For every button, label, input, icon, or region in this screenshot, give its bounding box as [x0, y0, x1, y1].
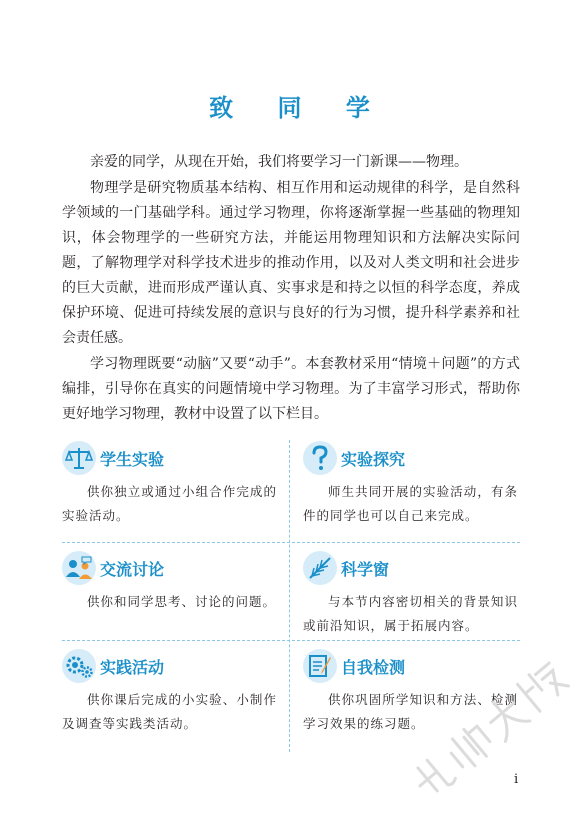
balance-scale-icon — [62, 441, 96, 475]
horizontal-divider — [62, 640, 520, 641]
column-title: 自我检测 — [341, 657, 406, 677]
column-practice-activity — [62, 648, 277, 736]
column-inquiry-experiment — [303, 440, 518, 528]
horizontal-divider — [62, 542, 520, 543]
column-self-check — [303, 648, 518, 736]
column-description: 供你巩固所学知识和方法、检测学习效果的练习题。 — [303, 692, 518, 731]
column-title: 交流讨论 — [100, 559, 165, 579]
intro-paragraph: 物理学是研究物质基本结构、相互作用和运动规律的科学，是自然科学领域的一门基础学科。通过学习物理，你将逐渐掌握一些基础的物理知识，体会物理学的一些研究方法，并能运用物理知识和方法解决实际问题，了解物理学对科学技术进步的推动作用，以及对人类文明和社会进步的巨大贡献，进而形成严谨认真、实事求是和持之以恒的科学态度，养成保护环境、促进可持续发展的意识与良好的行为习惯，提升科学素养和社会责任感。 — [62, 180, 520, 346]
column-discussion — [62, 550, 277, 614]
intro-text — [62, 150, 520, 428]
column-title: 实验探究 — [341, 449, 406, 469]
question-mark-icon — [303, 441, 337, 475]
column-description: 与本节内容密切相关的背景知识或前沿知识，属于拓展内容。 — [303, 594, 518, 633]
column-title: 实践活动 — [100, 657, 165, 677]
science-window-icon — [303, 551, 337, 585]
column-title: 学生实验 — [100, 449, 165, 469]
vertical-divider — [289, 440, 290, 752]
column-science-window — [303, 550, 518, 638]
column-student-experiment — [62, 440, 277, 528]
column-title: 科学窗 — [341, 559, 390, 579]
page-number: i — [514, 772, 519, 787]
discussion-people-icon — [62, 551, 96, 585]
column-description: 供你课后完成的小实验、小制作及调查等实践类活动。 — [62, 692, 277, 731]
checklist-pen-icon — [303, 649, 337, 683]
column-grid — [62, 440, 520, 752]
column-description: 供你和同学思考、讨论的问题。 — [87, 594, 277, 609]
column-description: 供你独立或通过小组合作完成的实验活动。 — [62, 484, 277, 523]
column-description: 师生共同开展的实验活动，有条件的同学也可以自己来完成。 — [303, 484, 518, 523]
intro-paragraph: 亲爱的同学，从现在开始，我们将要学习一门新课——物理。 — [90, 154, 468, 170]
gears-icon — [62, 649, 96, 683]
intro-paragraph: 学习物理既要“动脑”又要“动手”。本套教材采用“情境＋问题”的方式编排，引导你在真实的问题情境中学习物理。为了丰富学习形式，帮助你更好地学习物理，教材中设置了以下栏目。 — [62, 356, 520, 422]
page-title: 致 同 学 — [209, 94, 388, 122]
